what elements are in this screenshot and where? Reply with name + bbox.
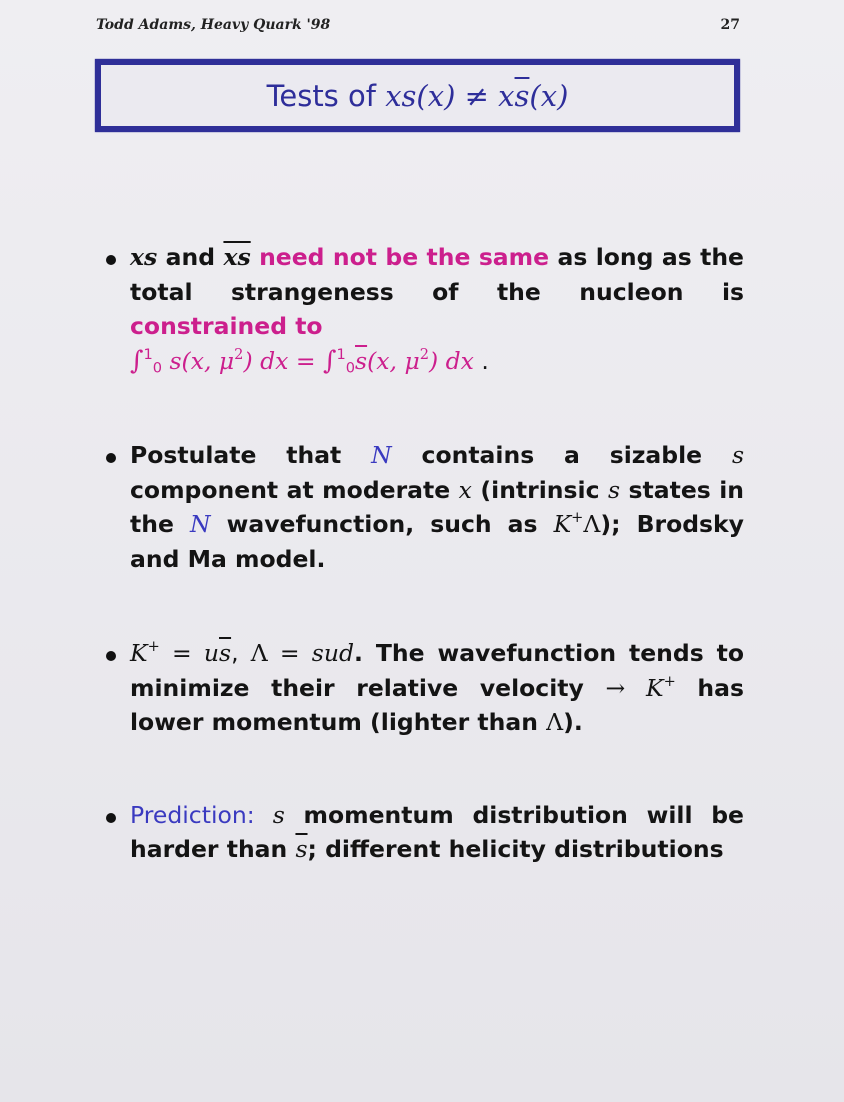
prediction-label: Prediction: [130,800,255,829]
kaon-charge: + [571,508,584,526]
text-segment: momentum distribution will be harder than [130,800,744,863]
lambda-symbol: Λ [546,708,564,736]
expr2-sbar: $\overline{s}$ [355,346,368,375]
text-segment: states in the [130,475,745,538]
kaon-quarks: = u [159,639,219,667]
text-segment: . The wavefunction tends to minimize their relative velocity [130,639,744,702]
xsbar-symbol: $\overline{xs}$ [223,243,251,271]
bullet-prediction [104,798,744,867]
text-segment: Postulate that [130,441,372,469]
sbar-symbol: $\overline{s}$ [295,835,308,863]
arrow-symbol: → [605,673,626,702]
xs-symbol: xs [130,243,158,271]
title-lhs: xs(x) [385,78,456,113]
int2-lower: 0 [345,359,356,377]
text-segment: contains a sizable [391,441,732,469]
constrained-text: constrained to [130,312,323,340]
header-author-event: Todd Adams, Heavy Quark '98 [96,17,331,33]
nucleon-symbol: N [371,441,392,469]
kaon-charge: + [663,672,676,690]
sbar-symbol: $\overline{s}$ [219,639,232,667]
expr2-end: ) dx [428,346,474,375]
s-symbol: s [731,441,744,469]
bullet-strangeness [104,240,744,378]
mu-exp-1: 2 [234,345,244,363]
mu-exp-2: 2 [419,345,429,363]
s-symbol: s [254,800,285,829]
title-rhs-sbar: $\overline{s}$ [514,78,530,113]
bullet-wavefunction [104,636,744,740]
need-not-be-same-text: need not be the same [250,243,550,271]
expr1-end: ) dx = [243,346,324,375]
bullet-dot [106,813,116,823]
int1-upper: 1 [143,345,153,363]
title-rhs-x: x [498,78,515,113]
expr1: s(x, μ [162,346,235,375]
int2-upper: 1 [336,345,346,363]
text-and: and [157,243,224,271]
title-rhs-tail: (x) [529,78,569,113]
kaon-symbol: K [625,673,664,702]
s-symbol: s [607,475,621,504]
x-symbol: x [458,475,472,504]
bullet-postulate [104,438,744,576]
kaon-symbol: K [130,639,148,667]
text-segment: (intrinsic [471,475,608,504]
title-neq: ≠ [455,78,499,113]
bullet-dot [106,255,116,265]
text-segment: wavefunction, such as [210,510,554,538]
integral-sign-2: ∫ [323,345,337,376]
nucleon-symbol: N [189,510,211,538]
text-segment: ); Brodsky and Ma model. [130,510,744,573]
lambda-symbol: Λ [583,510,601,538]
text-segment: , [231,639,251,667]
bullet-list [104,240,744,867]
bullet-dot [106,453,116,463]
integral-sign-1: ∫ [130,345,144,376]
header-page-number: 27 [720,17,740,33]
lambda-quarks: = sud [267,639,355,667]
equation-period: . [473,346,489,375]
text-segment: ). [563,708,583,736]
text-segment: component at moderate [130,475,459,504]
text-segment: ; different helicity distributions [307,835,724,863]
strangeness-text: as long as the total strangeness of the nucleon is [130,243,744,306]
bullet-dot [106,651,116,661]
title-prefix: Tests of [266,78,386,113]
int1-lower: 0 [152,359,162,377]
title-box [95,59,740,132]
lambda-symbol: Λ [250,639,268,667]
text-segment: has lower momentum (lighter than [130,673,744,736]
expr2: (x, μ [367,346,420,375]
slide-title [267,79,569,113]
kaon-symbol: K [553,510,572,538]
kaon-charge: + [147,637,160,655]
integral-equation [130,347,489,375]
